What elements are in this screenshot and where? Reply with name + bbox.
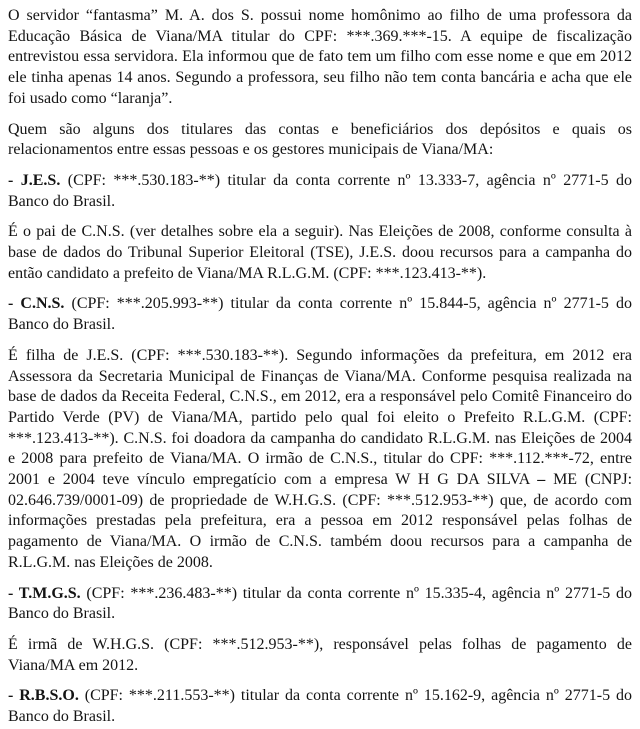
cns-account-paragraph	[8, 294, 632, 335]
text-segment: (CPF: ***.205.993-**) titular da conta corrente nº 15.844-5, agência nº 2771-5 do Banco do Brasil.	[8, 295, 632, 334]
text-segment: ME (CNPJ: 02.646.739/0001-09) de propriedade de W.H.G.S. (CPF: ***.512.953-**) que, de acordo com informações prestadas pela prefeitura, era a pessoa em 2012 responsável pelas folhas de pagamento de Viana/MA. O irmão de C.N.S. também doou recursos para a campanha de R.L.G.M. nas Eleições de 2008.	[8, 471, 633, 571]
rbso-account-paragraph	[8, 686, 632, 727]
text-segment: Quem são alguns dos titulares das contas e beneficiários dos depósitos e quais os relacionamentos entre essas pessoas e os gestores municipais de Viana/MA:	[8, 120, 632, 159]
text-segment: (CPF: ***.530.183-**) titular da conta corrente nº 13.333-7, agência nº 2771-5 do Banco do Brasil.	[8, 171, 632, 210]
tmgs-account-paragraph	[8, 584, 632, 625]
bold-text-segment: - R.B.S.O.	[8, 687, 79, 705]
jes-account-paragraph	[8, 171, 632, 212]
text-segment: O servidor “fantasma” M. A. dos S. possui nome homônimo ao filho de uma professora da Educação Básica de Viana/MA titular do CPF: ***.369.***-15. A equipe de fiscalização entrevistou essa servidora. Ela informou que de fato tem um filho com esse nome e que em 2012 ele tinha apenas 14 anos. Segundo a professora, seu filho não tem conta bancária e acha que ele foi usado como “laranja”.	[8, 7, 632, 107]
text-segment: É filha de J.E.S. (CPF: ***.530.183-**). Segundo informações da prefeitura, em 2012 era Assessora da Secretaria Municipal de Finanças de Viana/MA. Conforme pesquisa realizada na base de dados da Receita Federal, C.N.S., em 2012, era a responsável pelo Comitê Financeiro do Partido Verde (PV) de Viana/MA, partido pelo qual foi eleito o Prefeito R.L.G.M. (CPF: ***.123.413-**). C.N.S. foi doadora da campanha do candidato R.L.G.M. nas Eleições de 2004 e 2008 para prefeito de Viana/MA. O irmão de C.N.S., titular do CPF: ***.112.***-72, entre 2001 e 2004 teve vínculo empregatício com a empresa W H G DA SILVA	[8, 346, 632, 489]
tmgs-details-paragraph	[8, 635, 632, 676]
text-segment: É irmã de W.H.G.S. (CPF: ***.512.953-**), responsável pelas folhas de pagamento de Viana/MA em 2012.	[8, 635, 632, 674]
question-paragraph	[8, 120, 632, 161]
jes-details-paragraph	[8, 222, 632, 284]
intro-paragraph	[8, 6, 632, 110]
document-body	[8, 6, 632, 728]
text-segment: (CPF: ***.211.553-**) titular da conta corrente nº 15.162-9, agência nº 2771-5 do Banco do Brasil.	[8, 687, 632, 726]
cns-details-paragraph	[8, 346, 632, 574]
bold-text-segment: - C.N.S.	[8, 295, 65, 313]
text-segment: É o pai de C.N.S. (ver detalhes sobre ela a seguir). Nas Eleições de 2008, conforme consulta à base de dados do Tribunal Superior Eleitoral (TSE), J.E.S. doou recursos para a campanha do então candidato a prefeito de Viana/MA R.L.G.M. (CPF: ***.123.413-**).	[8, 223, 632, 282]
bold-text-segment: - T.M.G.S.	[8, 584, 81, 602]
bold-text-segment: - J.E.S.	[8, 171, 61, 189]
text-segment: (CPF: ***.236.483-**) titular da conta corrente nº 15.335-4, agência nº 2771-5 do Banco do Brasil.	[8, 584, 632, 623]
bold-text-segment: –	[537, 471, 546, 489]
